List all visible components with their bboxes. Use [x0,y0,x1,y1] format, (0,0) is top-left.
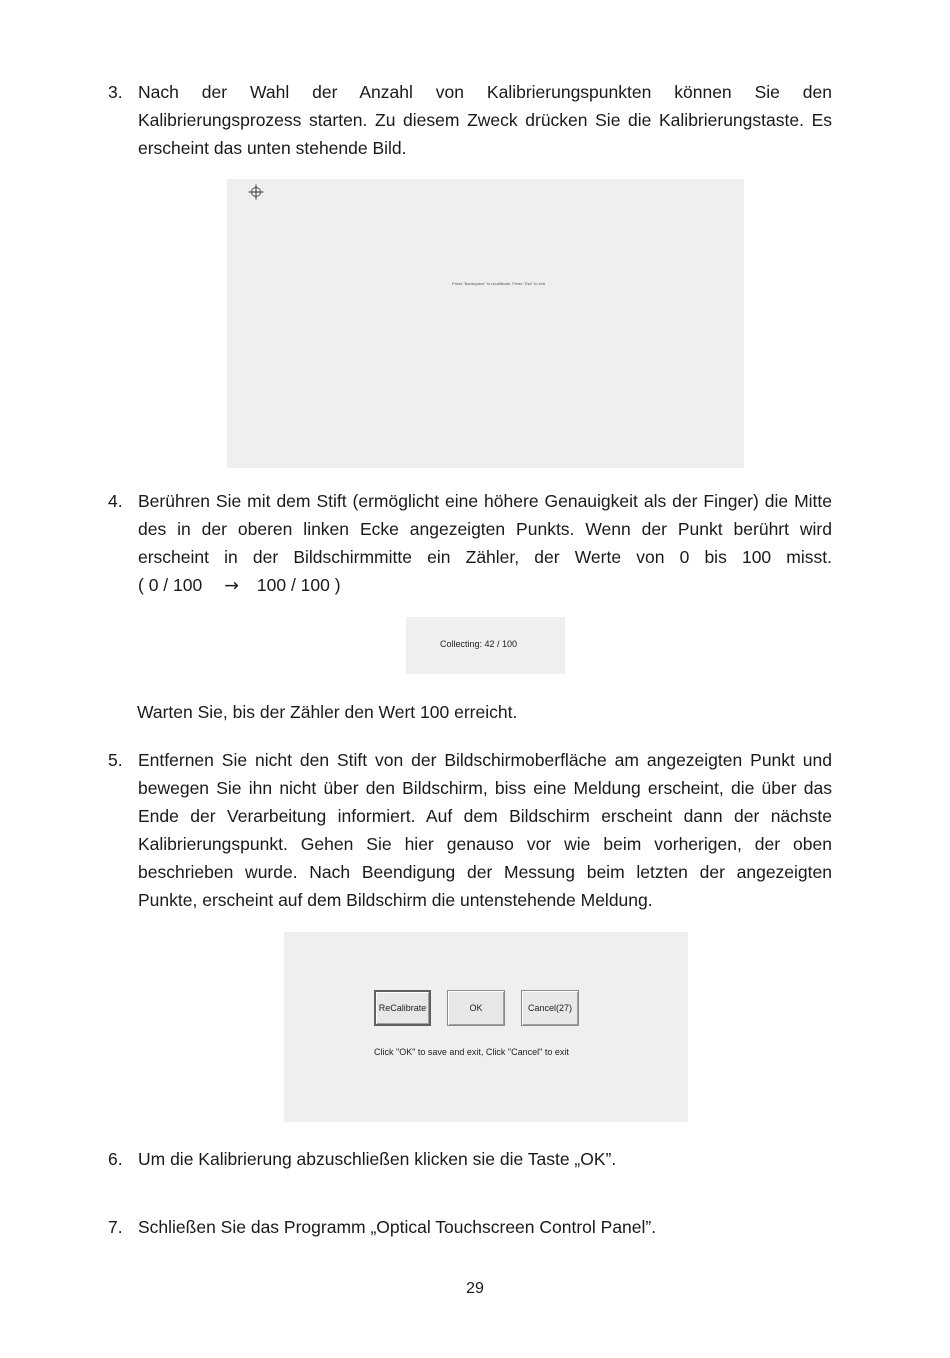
counter-range [138,571,341,600]
list-item-3 [108,78,832,162]
range-start: ( 0 / 100 [138,575,203,595]
item-number: 4. [108,491,123,511]
ok-button[interactable]: OK [447,990,505,1026]
list-item-5 [108,746,832,914]
collecting-label: Collecting: 42 / 100 [440,639,518,649]
list-item-7 [108,1213,832,1241]
list-item-6 [108,1145,832,1173]
item-text: Um die Kalibrierung abzuschließen klicken sie die Taste „OK”. [138,1149,617,1169]
collecting-screenshot [406,617,565,674]
dialog-hint: Click "OK" to save and exit, Click "Cancel" to exit [374,1047,569,1057]
item-text: Nach der Wahl der Anzahl von Kalibrierungspunkten können Sie den Kalibrierungsprozess starten. Zu diesem Zweck drücken Sie die Kalibrierungstaste. Es erscheint das unten stehende Bild. [138,82,832,158]
arrow-right-icon: → [224,576,239,596]
item-number: 6. [108,1149,123,1169]
range-end: 100 / 100 ) [256,575,341,595]
calibration-screenshot [227,179,744,468]
list-item-4 [108,487,832,599]
calibration-hint: Press "Backspace" to recalibrate, Press "Esc" to exit [452,281,545,286]
wait-text: Warten Sie, bis der Zähler den Wert 100 erreicht. [137,702,518,722]
calibration-dialog-screenshot [284,932,688,1122]
crosshair-icon [248,184,264,200]
item-text: Entfernen Sie nicht den Stift von der Bildschirmoberfläche am angezeigten Punkt und bewegen Sie ihn nicht über den Bildschirm, biss eine Meldung erscheint, die über das Ende der Verarbeitung informiert. Auf dem Bildschirm erscheint dann der nächste Kalibrierungspunkt. Gehen Sie hier genauso vor wie beim vorherigen, der oben beschrieben wurde. Nach Beendigung der Messung beim letzten der angezeigten Punkte, erscheint auf dem Bildschirm die untenstehende Meldung. [138,750,832,910]
item-text: Schließen Sie das Programm „Optical Touchscreen Control Panel”. [138,1217,657,1237]
item-number: 5. [108,750,123,770]
item-text: Berühren Sie mit dem Stift (ermöglicht eine höhere Genauigkeit als der Finger) die Mitte des in der oberen linken Ecke angezeigten Punkts. Wenn der Punkt berührt wird erscheint in der Bildschirmmitte ein Zähler, der Werte von 0 bis 100 misst. [138,491,832,567]
cancel-button[interactable]: Cancel(27) [521,990,579,1026]
item-number: 7. [108,1217,123,1237]
page-number: 29 [466,1280,484,1297]
recalibrate-button[interactable]: ReCalibrate [374,990,431,1026]
item-number: 3. [108,82,123,102]
